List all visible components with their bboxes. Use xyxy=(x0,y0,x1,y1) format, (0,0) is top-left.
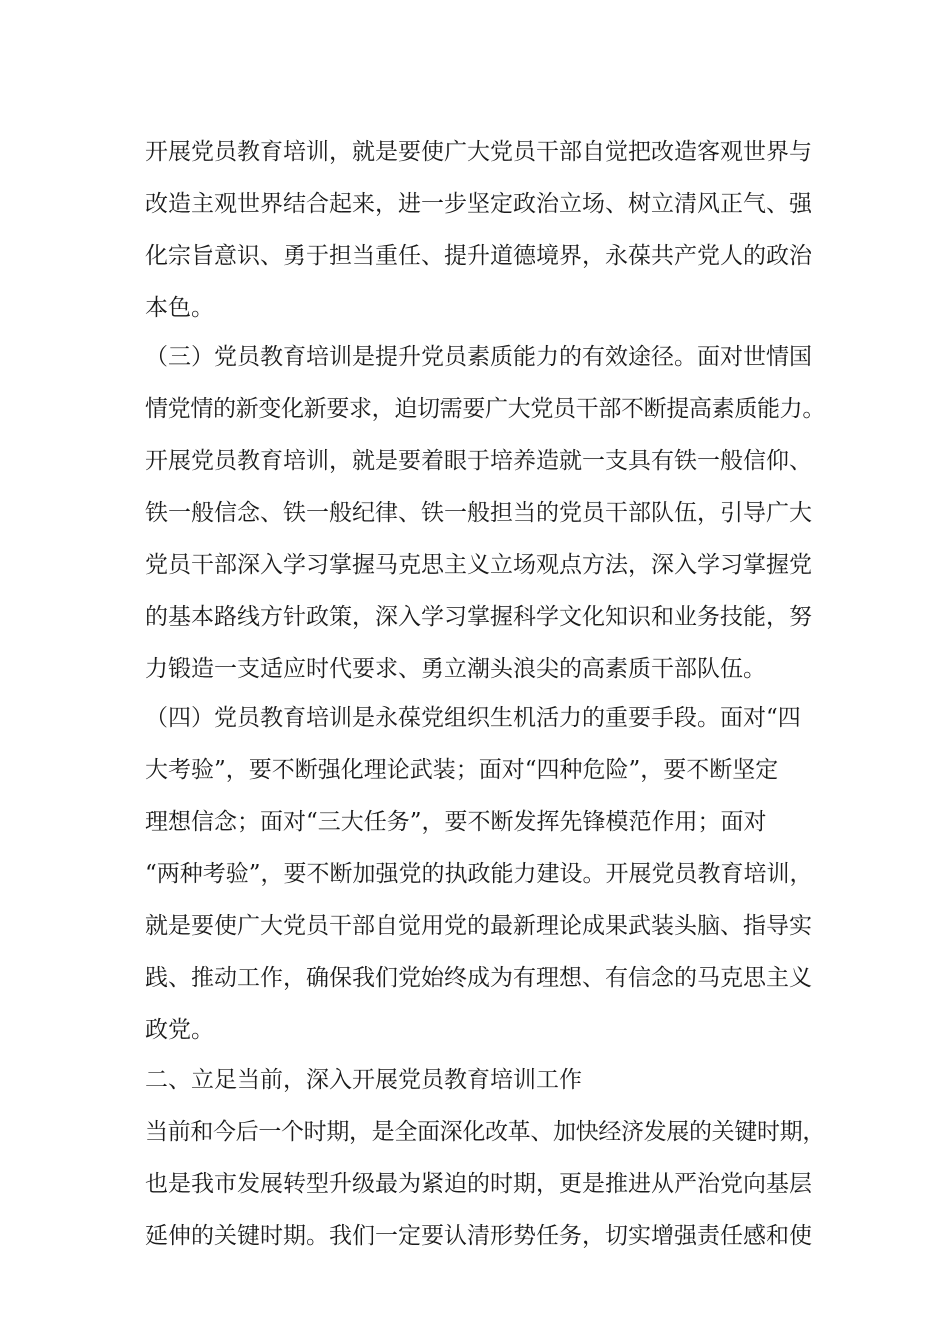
text-line: 理想信念；面对“三大任务”，要不断发挥先锋模范作用；面对 xyxy=(145,809,767,835)
text-line: 政党。 xyxy=(145,1017,214,1043)
text-line: 践、推动工作，确保我们党始终成为有理想、有信念的马克思主义 xyxy=(145,965,812,991)
text-line: 就是要使广大党员干部自觉用党的最新理论成果武装头脑、指导实 xyxy=(145,913,812,939)
chapter-heading-2: 二、立足当前，深入开展党员教育培训工作 xyxy=(145,1067,582,1093)
text-line: 化宗旨意识、勇于担当重任、提升道德境界，永葆共产党人的政治 xyxy=(145,243,812,269)
text-line: 党员干部深入学习掌握马克思主义立场观点方法，深入学习掌握党 xyxy=(145,552,812,578)
text-line: “两种考验”，要不断加强党的执政能力建设。开展党员教育培训， xyxy=(145,861,813,887)
section-heading-4: （四）党员教育培训是永葆党组织生机活力的重要手段。面对“四 xyxy=(145,705,801,731)
text-line: 本色。 xyxy=(145,295,214,321)
text-line: 改造主观世界结合起来，进一步坚定政治立场、树立清风正气、强 xyxy=(145,191,812,217)
text-line: 大考验”，要不断强化理论武装；面对“四种危险”，要不断坚定 xyxy=(145,757,779,783)
text-line: 开展党员教育培训，就是要着眼于培养造就一支具有铁一般信仰、 xyxy=(145,448,812,474)
text-line: 情党情的新变化新要求，迫切需要广大党员干部不断提高素质能力。 xyxy=(145,396,825,422)
text-line: 开展党员教育培训，就是要使广大党员干部自觉把改造客观世界与 xyxy=(145,139,812,165)
text-line: 延伸的关键时期。我们一定要认清形势任务，切实增强责任感和使 xyxy=(145,1223,812,1249)
text-line: 当前和今后一个时期，是全面深化改革、加快经济发展的关键时期， xyxy=(145,1119,825,1145)
text-line: 的基本路线方针政策，深入学习掌握科学文化知识和业务技能，努 xyxy=(145,604,812,630)
text-line: 铁一般信念、铁一般纪律、铁一般担当的党员干部队伍，引导广大 xyxy=(145,500,812,526)
text-line: 力锻造一支适应时代要求、勇立潮头浪尖的高素质干部队伍。 xyxy=(145,656,766,682)
text-line: 也是我市发展转型升级最为紧迫的时期，更是推进从严治党向基层 xyxy=(145,1171,812,1197)
section-heading-3: （三）党员教育培训是提升党员素质能力的有效途径。面对世情国 xyxy=(145,344,812,370)
